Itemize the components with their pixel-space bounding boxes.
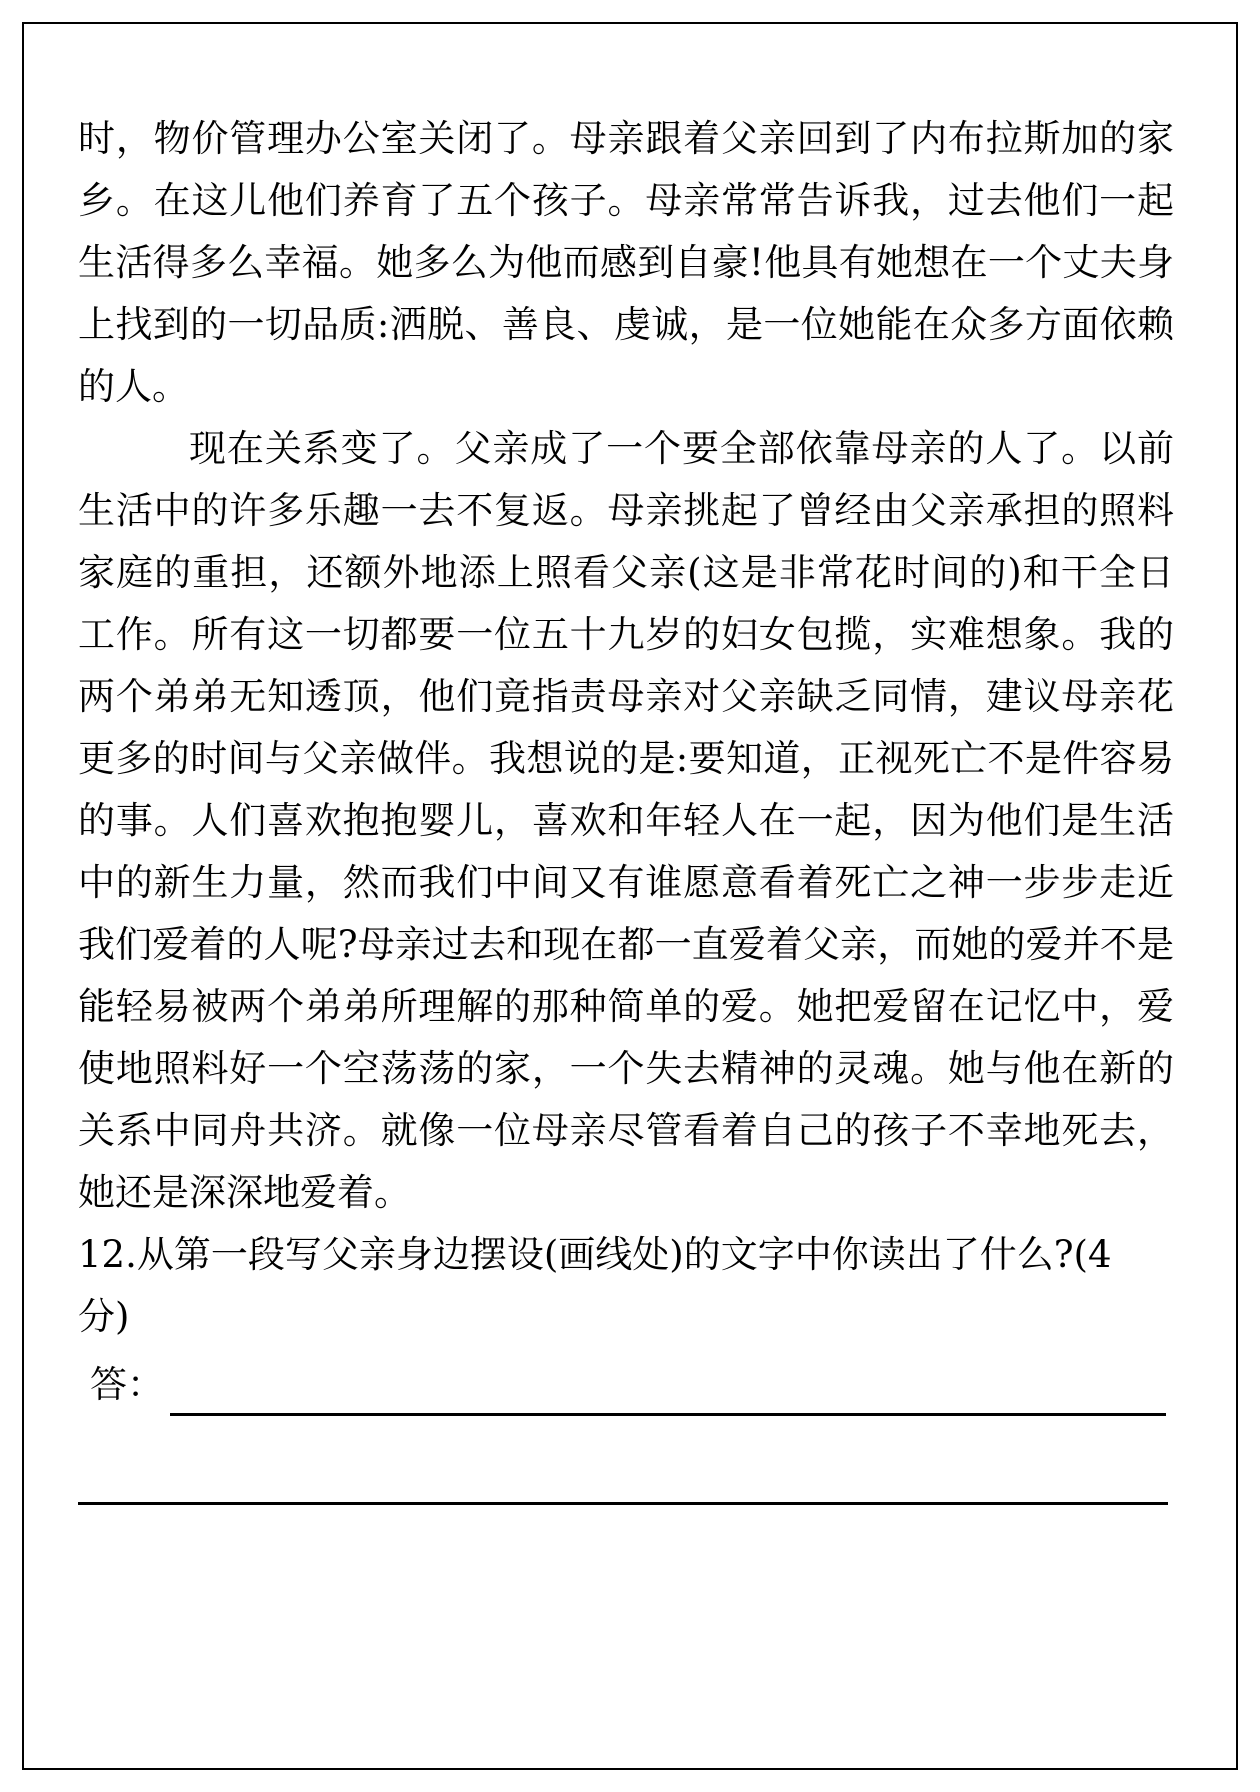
footer-rule bbox=[78, 1502, 1168, 1505]
question-12: 12.从第一段写父亲身边摆设(画线处)的文字中你读出了什么?(4 分) bbox=[78, 1233, 1112, 1338]
answer-label: 答： bbox=[90, 1363, 164, 1406]
body-paragraph-1: 时，物价管理办公室关闭了。母亲跟着父亲回到了内布拉斯加的家乡。在这儿他们养育了五个孩子。母亲常常告诉我，过去他们一起生活得多么幸福。她多么为他而感到自豪!他具有她想在一个丈夫身上找到的一切品质:洒脱、善良、虔诚，是一位她能在众多方面依赖的人。 bbox=[78, 117, 1174, 408]
page-content bbox=[78, 108, 1174, 1505]
answer-blank-line[interactable] bbox=[170, 1367, 1166, 1416]
answer-row bbox=[78, 1354, 1174, 1416]
body-paragraph-2: 现在关系变了。父亲成了一个要全部依靠母亲的人了。以前生活中的许多乐趣一去不复返。母亲挑起了曾经由父亲承担的照料家庭的重担，还额外地添上照看父亲(这是非常花时间的)和干全日工作。所有这一切都要一位五十九岁的妇女包揽，实难想象。我的两个弟弟无知透顶，他们竟指责母亲对父亲缺乏同情，建议母亲花更多的时间与父亲做伴。我想说的是:要知道，正视死亡不是件容易的事。人们喜欢抱抱婴儿，喜欢和年轻人在一起，因为他们是生活中的新生力量，然而我们中间又有谁愿意看着死亡之神一步步走近我们爱着的人呢?母亲过去和现在都一直爱着父亲，而她的爱并不是能轻易被两个弟弟所理解的那种简单的爱。她把爱留在记忆中，爱使地照料好一个空荡荡的家，一个失去精神的灵魂。她与他在新的关系中同舟共济。就像一位母亲尽管看着自己的孩子不幸地死去，她还是深深地爱着。 bbox=[78, 427, 1174, 1214]
